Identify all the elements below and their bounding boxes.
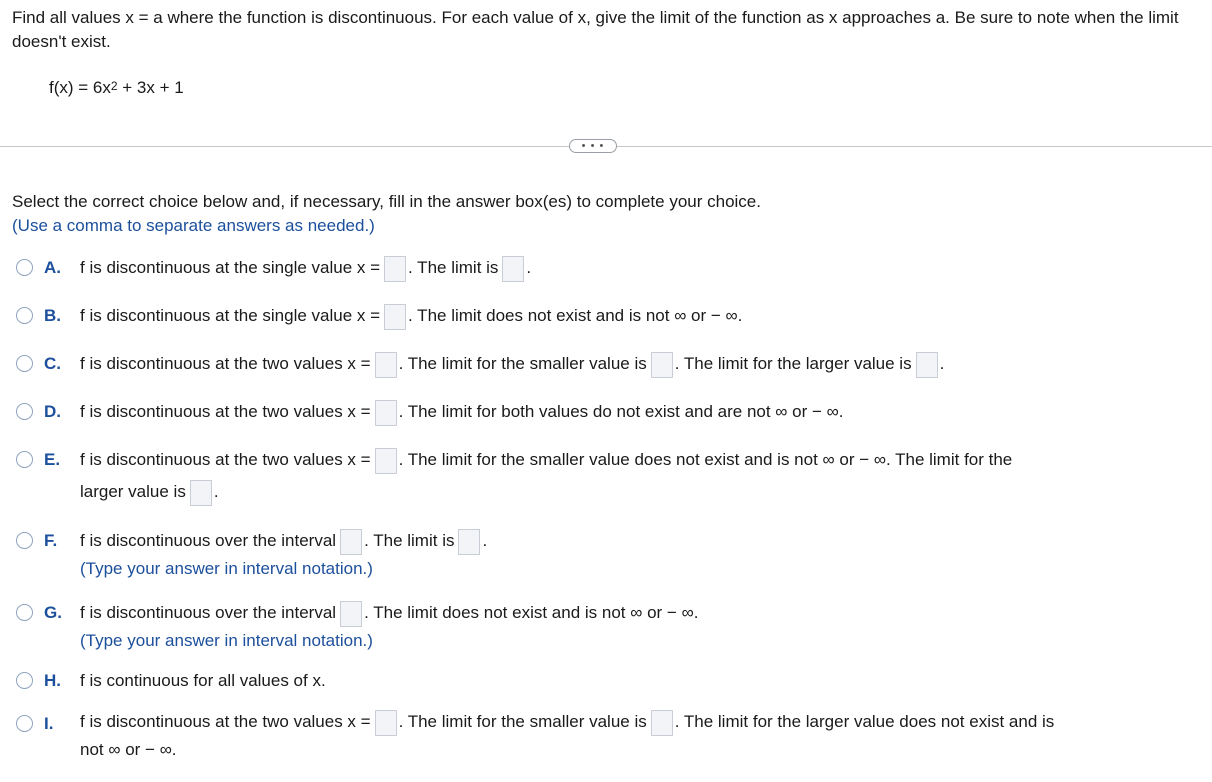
- question-text: Find all values x = a where the function is discontinuous. For each value of x, give the limit of the function as x approaches a. Be sure to note when the limit doesn't exist.: [12, 8, 1179, 51]
- choice-letter: D.: [44, 402, 61, 421]
- choice-a-text: f is discontinuous at the single value x = . The limit is .: [80, 252, 1205, 284]
- instructions-main: Select the correct choice below and, if necessary, fill in the answer box(es) to complete your choice.: [12, 192, 761, 211]
- radio-b[interactable]: [16, 307, 33, 324]
- radio-e[interactable]: [16, 451, 33, 468]
- choice-letter: C.: [44, 354, 61, 373]
- instructions-hint: (Use a comma to separate answers as needed.): [12, 216, 375, 235]
- choice-c-text: f is discontinuous at the two values x = . The limit for the smaller value is . The limit for the larger value is .: [80, 348, 1205, 380]
- function-expression: $f(x) = 6x^2 + 3x + 1$: [49, 78, 184, 97]
- choice-g-text: f is discontinuous over the interval . The limit does not exist and is not ∞ or − ∞. (Type your answer in interval notation.): [80, 597, 1205, 653]
- choice-f-text: f is discontinuous over the interval . The limit is . (Type your answer in interval notation.): [80, 525, 1205, 581]
- answer-box[interactable]: [502, 256, 524, 282]
- answer-box[interactable]: [384, 304, 406, 330]
- answer-box[interactable]: [340, 601, 362, 627]
- choice-b-text: f is discontinuous at the single value x = . The limit does not exist and is not ∞ or − ∞.: [80, 300, 1205, 332]
- choice-letter: A.: [44, 258, 61, 277]
- choice-letter: G.: [44, 603, 62, 622]
- radio-d[interactable]: [16, 403, 33, 420]
- answer-box[interactable]: [375, 710, 397, 736]
- choice-g-hint: (Type your answer in interval notation.): [80, 631, 373, 650]
- choice-h-text: f is continuous for all values of x.: [80, 671, 326, 690]
- answer-box[interactable]: [916, 352, 938, 378]
- more-button[interactable]: • • •: [569, 139, 617, 153]
- radio-f[interactable]: [16, 532, 33, 549]
- radio-i[interactable]: [16, 715, 33, 732]
- instructions: [12, 190, 761, 238]
- answer-box[interactable]: [375, 448, 397, 474]
- answer-box[interactable]: [375, 400, 397, 426]
- radio-a[interactable]: [16, 259, 33, 276]
- answer-box[interactable]: [458, 529, 480, 555]
- choice-letter: H.: [44, 671, 61, 690]
- answer-box[interactable]: [375, 352, 397, 378]
- answer-box[interactable]: [651, 352, 673, 378]
- choice-d-text: f is discontinuous at the two values x = . The limit for both values do not exist and are not ∞ or − ∞.: [80, 396, 1205, 428]
- choice-letter: B.: [44, 306, 61, 325]
- radio-c[interactable]: [16, 355, 33, 372]
- choice-i-text: f is discontinuous at the two values x = . The limit for the smaller value is . The limit for the larger value does not exist and is not ∞ or − ∞.: [80, 708, 1205, 764]
- choice-f-hint: (Type your answer in interval notation.): [80, 559, 373, 578]
- answer-box[interactable]: [340, 529, 362, 555]
- radio-h[interactable]: [16, 672, 33, 689]
- choice-letter: E.: [44, 450, 61, 469]
- answer-box[interactable]: [190, 480, 212, 506]
- exponent: 2: [110, 79, 118, 93]
- answer-box[interactable]: [651, 710, 673, 736]
- radio-g[interactable]: [16, 604, 33, 621]
- answer-box[interactable]: [384, 256, 406, 282]
- choice-letter: F.: [44, 531, 58, 550]
- choice-e-text: f is discontinuous at the two values x = . The limit for the smaller value does not exist and is not ∞ or − ∞. The limit for the larger value is .: [80, 444, 1205, 508]
- choice-letter: I.: [44, 714, 54, 733]
